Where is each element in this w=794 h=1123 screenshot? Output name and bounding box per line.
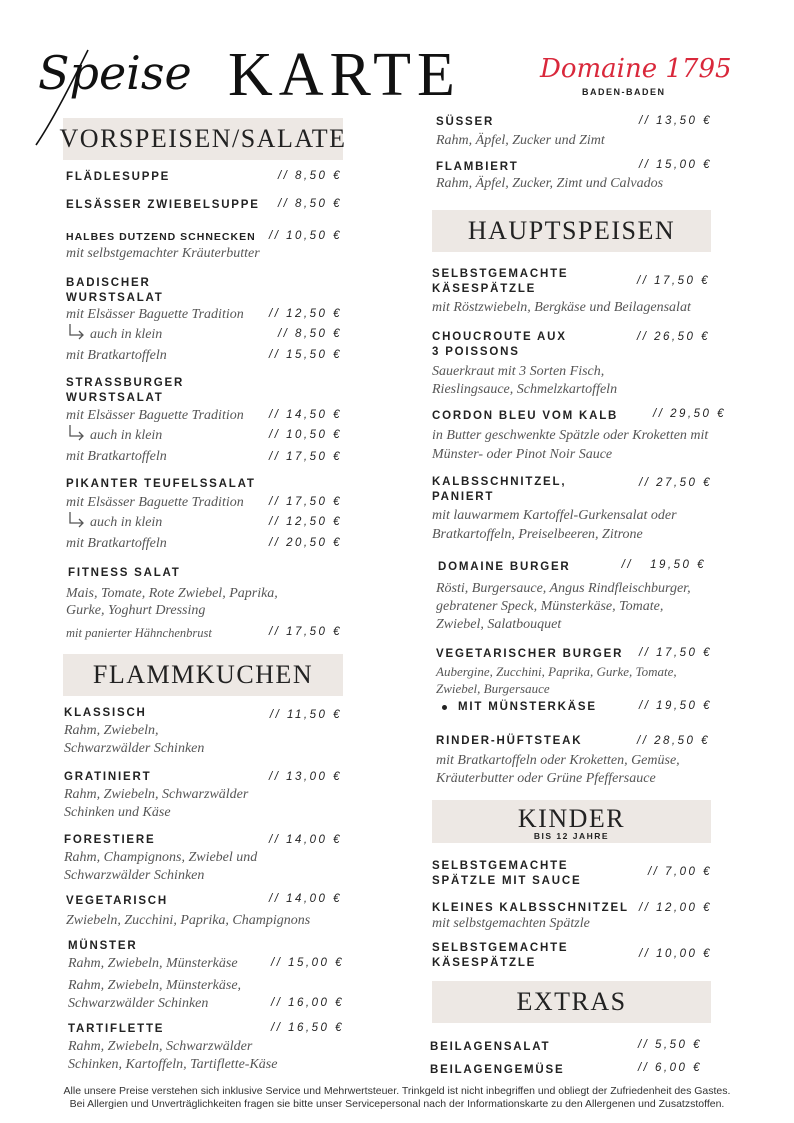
item-kalb-name [432, 475, 566, 505]
section-hauptspeisen: HAUPTSPEISEN [432, 210, 711, 252]
item-fitness-name: FITNESS SALAT [68, 567, 181, 579]
section-flammkuchen: FLAMMKUCHEN [63, 654, 343, 696]
item-vegburger-d1: Aubergine, Zucchini, Paprika, Gurke, Tomate, [436, 664, 677, 679]
item-choucroute-d2: Rieslingsauce, Schmelzkartoffeln [432, 382, 618, 397]
item-badisch-name1: BADISCHER [66, 277, 151, 289]
item-kalb-d2: Bratkartoffeln, Preiselbeeren, Zitrone [432, 527, 643, 542]
item-zwiebel-name: ELSÄSSER ZWIEBELSUPPE [66, 199, 260, 211]
item-kinder-schnitzel-price: // 12,00 € [639, 902, 712, 914]
item-kinder-kaese-name2: KÄSESPÄTZLE [432, 957, 537, 969]
item-flambiert-desc: Rahm, Äpfel, Zucker, Zimt und Calvados [436, 176, 664, 191]
item-beilagengemuese-name: BEILAGENGEMÜSE [430, 1064, 565, 1076]
item-choucroute-d1: Sauerkraut mit 3 Sorten Fisch, [432, 364, 605, 379]
item-muenster-l3: Schwarzwälder Schinken [68, 996, 209, 1011]
item-klassisch-d1: Rahm, Zwiebeln, [64, 723, 159, 738]
item-kinder-schnitzel-name: KLEINES KALBSSCHNITZEL [432, 902, 629, 914]
item-badisch-p2: // 8,50 € [277, 328, 342, 340]
item-forestiere-d2: Schwarzwälder Schinken [64, 868, 205, 883]
item-burger-price: // 19,50 € [621, 559, 706, 571]
item-muenster-name: MÜNSTER [68, 940, 138, 952]
item-haupt-kaese-name [432, 267, 568, 297]
item-fitness-l3: mit panierter Hähnchenbrust [66, 626, 212, 640]
arrow-teufel-icon [68, 511, 84, 527]
item-vegburger-subprice: // 19,50 € [639, 700, 712, 712]
item-strass-l3: mit Bratkartoffeln [66, 449, 167, 464]
item-teufel-name: PIKANTER TEUFELSSALAT [66, 478, 256, 490]
item-strass-l1: mit Elsässer Baguette Tradition [66, 408, 244, 423]
item-kinder-kaese-name [432, 941, 568, 971]
item-kinder-spaetzle-price: // 7,00 € [647, 866, 712, 878]
item-cordon-d2: Münster- oder Pinot Noir Sauce [432, 447, 613, 462]
item-kalb-price: // 27,50 € [639, 477, 712, 489]
item-kinder-schnitzel-desc: mit selbstgemachten Spätzle [432, 916, 590, 931]
item-beilagensalat-name: BEILAGENSALAT [430, 1041, 551, 1053]
item-tartiflette-price: // 16,50 € [271, 1022, 344, 1034]
item-vegburger-sub: MIT MÜNSTERKÄSE [458, 701, 597, 713]
footer-line2: Bei Allergien und Unverträglichkeiten fragen sie bitte unser Servicepersonal nach der Informationskarte zu den Allergenen und Zusatzstoffen. [69, 1098, 725, 1110]
item-tartiflette-name: TARTIFLETTE [68, 1023, 165, 1035]
item-badisch-l1: mit Elsässer Baguette Tradition [66, 307, 244, 322]
title-speise: Speise [38, 46, 192, 100]
item-tartiflette-d2: Schinken, Kartoffeln, Tartiflette-Käse [68, 1057, 278, 1072]
item-strass-name2: WURSTSALAT [66, 392, 164, 404]
item-teufel-l1: mit Elsässer Baguette Tradition [66, 495, 244, 510]
item-muenster-p3: // 16,00 € [271, 997, 344, 1009]
item-burger-name: DOMAINE BURGER [438, 561, 571, 573]
section-extras: EXTRAS [432, 981, 711, 1023]
item-vegetarisch-price: // 14,00 € [269, 893, 342, 905]
item-strass-l2: auch in klein [90, 428, 163, 443]
item-gratiniert-price: // 13,00 € [269, 771, 342, 783]
item-cordon-name: CORDON BLEU VOM KALB [432, 410, 619, 422]
item-teufel-l3: mit Bratkartoffeln [66, 536, 167, 551]
item-strass-p1: // 14,50 € [269, 409, 342, 421]
item-gratiniert-d1: Rahm, Zwiebeln, Schwarzwälder [64, 787, 249, 802]
item-choucroute-name2: 3 POISSONS [432, 346, 520, 358]
item-haupt-kaese-desc: mit Röstzwiebeln, Bergkäse und Beilagensalat [432, 300, 691, 315]
item-kinder-kaese-name1: SELBSTGEMACHTE [432, 942, 569, 954]
section-kinder [432, 800, 711, 843]
item-rinder-d1: mit Bratkartoffeln oder Kroketten, Gemüse, [436, 753, 680, 768]
item-choucroute-name [432, 330, 567, 360]
item-cordon-price: // 29,50 € [653, 408, 726, 420]
item-badisch-name [66, 276, 164, 306]
item-klassisch-name: KLASSISCH [64, 707, 147, 719]
item-kinder-spaetzle-name [432, 859, 581, 889]
item-schnecken-name: HALBES DUTZEND SCHNECKEN [66, 231, 256, 243]
section-kinder-title: KINDER [517, 803, 626, 833]
arrow-badisch-icon [68, 323, 84, 339]
item-forestiere-price: // 14,00 € [269, 834, 342, 846]
item-choucroute-name1: CHOUCROUTE AUX [432, 331, 567, 343]
item-beilagengemuese-price: // 6,00 € [637, 1062, 702, 1074]
item-zwiebel-price: // 8,50 € [277, 198, 342, 210]
item-klassisch-price: // 11,50 € [269, 709, 342, 721]
item-klassisch-d2: Schwarzwälder Schinken [64, 741, 205, 756]
item-cordon-d1: in Butter geschwenkte Spätzle oder Kroketten mit [432, 428, 709, 443]
item-teufel-p3: // 20,50 € [269, 537, 342, 549]
item-schnecken-price: // 10,50 € [269, 230, 342, 242]
item-vegetarisch-name: VEGETARISCH [66, 895, 169, 907]
item-tartiflette-d1: Rahm, Zwiebeln, Schwarzwälder [68, 1039, 253, 1054]
item-kinder-kaese-price: // 10,00 € [639, 948, 712, 960]
item-flaedle-price: // 8,50 € [277, 170, 342, 182]
item-vegetarisch-d1: Zwiebeln, Zucchini, Paprika, Champignons [66, 913, 311, 928]
item-badisch-l2: auch in klein [90, 327, 163, 342]
item-haupt-kaese-name2: KÄSESPÄTZLE [432, 283, 537, 295]
item-fitness-p3: // 17,50 € [269, 626, 342, 638]
item-strass-name [66, 376, 184, 406]
item-strass-name1: STRASSBURGER [66, 377, 185, 389]
item-fitness-d1: Mais, Tomate, Rote Zwiebel, Paprika, [66, 586, 278, 601]
item-fitness-d2: Gurke, Yoghurt Dressing [66, 603, 206, 618]
item-badisch-l3: mit Bratkartoffeln [66, 348, 167, 363]
item-flambiert-price: // 15,00 € [639, 159, 712, 171]
item-choucroute-price: // 26,50 € [637, 331, 710, 343]
item-burger-d3: Zwiebel, Salatbouquet [436, 617, 562, 632]
item-suesser-desc: Rahm, Äpfel, Zucker und Zimt [436, 133, 605, 148]
item-rinder-price: // 28,50 € [637, 735, 710, 747]
item-kinder-spaetzle-name2: SPÄTZLE MIT SAUCE [432, 875, 582, 887]
footer-line1: Alle unsere Preise verstehen sich inklusive Service und Mehrwertsteuer. Trinkgeld ist nicht inbegriffen und obliegt der Zufriedenheit des Gastes. [63, 1085, 731, 1097]
item-kalb-d1: mit lauwarmem Kartoffel-Gurkensalat oder [432, 508, 677, 523]
bullet-icon [442, 705, 447, 710]
item-flambiert-name: FLAMBIERT [436, 161, 519, 173]
item-teufel-p2: // 12,50 € [269, 516, 342, 528]
item-flaedle-name: FLÄDLESUPPE [66, 171, 171, 183]
item-badisch-p1: // 12,50 € [269, 308, 342, 320]
item-suesser-name: SÜSSER [436, 116, 495, 128]
item-vegburger-d2: Zwiebel, Burgersauce [436, 681, 550, 696]
item-schnecken-desc: mit selbstgemachter Kräuterbutter [66, 246, 260, 261]
item-rinder-d2: Kräuterbutter oder Grüne Pfeffersauce [436, 771, 656, 786]
item-kalb-name2: PANIERT [432, 491, 495, 503]
item-burger-d1: Rösti, Burgersauce, Angus Rindfleischburger, [436, 581, 691, 596]
item-teufel-l2: auch in klein [90, 515, 163, 530]
item-strass-p3: // 17,50 € [269, 451, 342, 463]
title-karte: KARTE [228, 41, 461, 109]
item-suesser-price: // 13,50 € [639, 115, 712, 127]
item-teufel-p1: // 17,50 € [269, 496, 342, 508]
section-vorspeisen: VORSPEISEN/SALATE [63, 118, 343, 160]
section-kinder-sub: BIS 12 JAHRE [533, 830, 610, 841]
brand-city: BADEN-BADEN [582, 87, 666, 97]
footer-note [0, 1085, 794, 1111]
item-haupt-kaese-price: // 17,50 € [637, 275, 710, 287]
item-kalb-name1: KALBSSCHNITZEL, [432, 476, 567, 488]
item-muenster-p1: // 15,00 € [271, 957, 344, 969]
item-strass-p2: // 10,50 € [269, 429, 342, 441]
item-haupt-kaese-name1: SELBSTGEMACHTE [432, 268, 569, 280]
item-burger-d2: gebratener Speck, Münsterkäse, Tomate, [436, 599, 664, 614]
item-vegburger-price: // 17,50 € [639, 647, 712, 659]
item-kinder-spaetzle-name1: SELBSTGEMACHTE [432, 860, 569, 872]
item-muenster-l2: Rahm, Zwiebeln, Münsterkäse, [68, 978, 242, 993]
item-beilagensalat-price: // 5,50 € [637, 1039, 702, 1051]
item-badisch-p3: // 15,50 € [269, 349, 342, 361]
item-gratiniert-name: GRATINIERT [64, 771, 152, 783]
item-forestiere-d1: Rahm, Champignons, Zwiebel und [64, 850, 258, 865]
item-rinder-name: RINDER-HÜFTSTEAK [436, 735, 583, 747]
item-muenster-l1: Rahm, Zwiebeln, Münsterkäse [68, 956, 238, 971]
item-badisch-name2: WURSTSALAT [66, 292, 164, 304]
item-vegburger-name: VEGETARISCHER BURGER [436, 648, 624, 660]
item-forestiere-name: FORESTIERE [64, 834, 156, 846]
brand-logo: Domaine 1795 [540, 54, 732, 84]
arrow-strass-icon [68, 424, 84, 440]
item-gratiniert-d2: Schinken und Käse [64, 805, 171, 820]
